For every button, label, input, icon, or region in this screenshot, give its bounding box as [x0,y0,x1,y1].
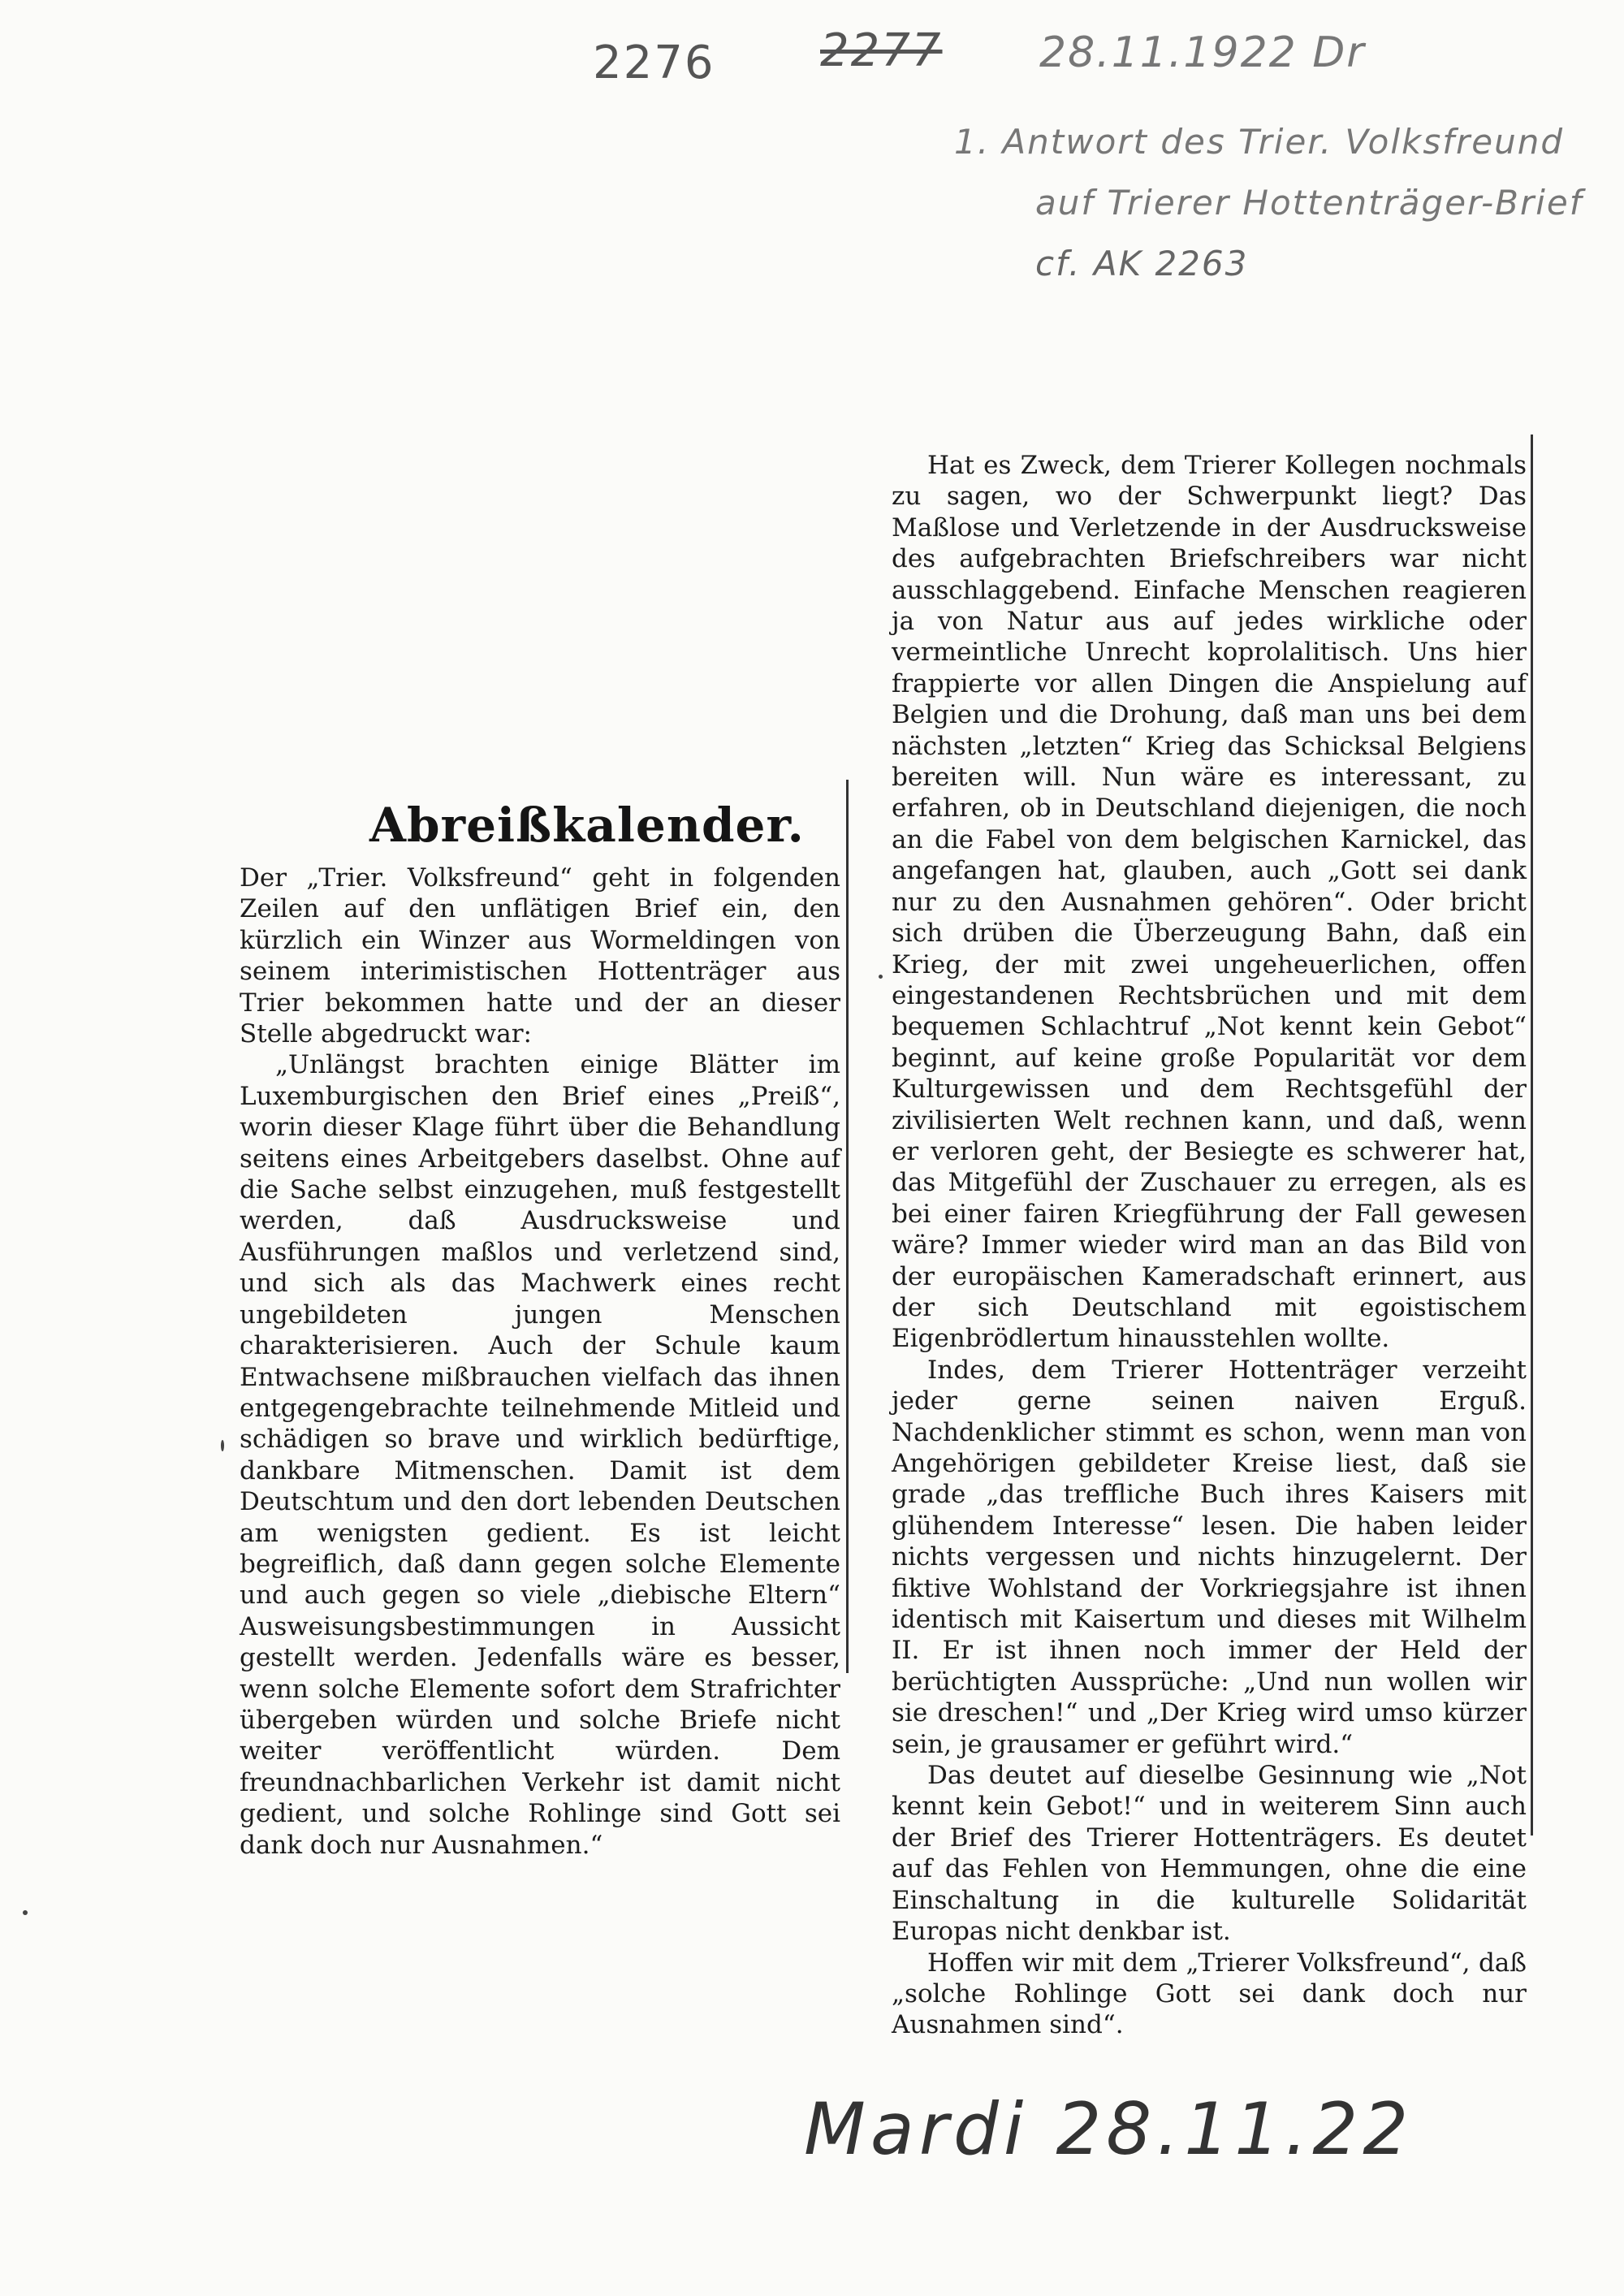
scan-speck [23,1910,28,1915]
scan-speck [221,1440,224,1451]
article-title: Abreißkalender. [369,798,805,853]
right-paragraph-3: Das deutet auf dieselbe Gesinnung wie „Not kennt kein Gebot!“ und in weiterem Sinn auch der Brief des Trierer Hottenträgers. Es deutet auf das Fehlen von Hemmungen, ohne die eine Einschaltung in die kulturelle Solidarität Europas nicht denkbar ist. [892,1761,1527,1947]
left-paragraph-2: „Unlängst brachten einige Blätter im Luxemburgischen den Brief eines „Preiß“, worin dieser Klage führt über die Behandlung seitens eines Arbeitgebers daselbst. Ohne auf die Sache selbst einzugehen, muß festgestellt werden, daß Ausdrucksweise und Ausführungen maßlos und verletzend sind, und sich als das Machwerk eines recht ungebildeten jungen Menschen charakterisieren. Auch der Schule kaum Entwachsene mißbrauchen vielfach das ihnen entgegengebrachte teilnehmende Mitleid und schädigen so brave und wirklich bedürftige, dankbare Mitmenschen. Damit ist dem Deutschtum und den dort lebenden Deutschen am wenigsten gedient. Es ist leicht begreiflich, daß dann gegen solche Elemente und auch gegen so viele „diebische Eltern“ Ausweisungsbestimmungen in Aussicht gestellt werden. Jedenfalls wäre es besser, wenn solche Elemente sofort dem Strafrichter übergeben würden und solche Briefe nicht weiter veröffentlicht würden. Dem freundnachbarlichen Verkehr ist damit nicht gedient, und solche Rohlinge sind Gott sei dank doch nur Ausnahmen.“ [240,1050,840,1860]
note-line-2: auf Trierer Hottenträger-Brief [1035,183,1583,223]
archive-number: 2276 [593,37,715,89]
right-column [892,450,1527,2041]
archive-number-crossed: 2277 [820,24,943,77]
right-paragraph-1: Hat es Zweck, dem Trierer Kollegen nochmals zu sagen, wo der Schwerpunkt liegt? Das Maßlose und Verletzende in der Ausdrucksweise des aufgebrachten Briefschreibers war nicht ausschlaggebend. Einfache Menschen reagieren ja von Natur aus auf jedes wirkliche oder vermeintliche Unrecht koprolalitisch. Uns hier frappierte vor allen Dingen die Anspielung auf Belgien und die Drohung, daß man uns bei dem nächsten „letzten“ Krieg das Schicksal Belgiens bereiten will. Nun wäre es interessant, zu erfahren, ob in Deutschland diejenigen, die noch an die Fabel von dem belgischen Karnickel, das angefangen hat, glauben, auch „Gott sei dank nur zu den Ausnahmen gehören“. Oder bricht sich drüben die Überzeugung Bahn, daß ein Krieg, der mit zwei ungeheuerlichen, offen eingestandenen Rechtsbrüchen und mit dem bequemen Schlachtruf „Not kennt kein Gebot“ beginnt, auf keine große Popularität vor dem Kulturgewissen und dem Rechtsgefühl der zivilisierten Welt rechnen kann, und daß, wenn er verloren geht, der Besiegte es schwerer hat, das Mitgefühl der Zuschauer zu erregen, als es bei einer fairen Kriegführung der Fall gewesen wäre? Immer wieder wird man an das Bild von der europäischen Kameradschaft erinnert, aus der sich Deutschland mit egoistischem Eigenbrödlertum hinausstehlen wollte. [892,451,1527,1354]
right-paragraph-2: Indes, dem Trierer Hottenträger verzeiht jeder gerne seinen naiven Erguß. Nachdenklicher stimmt es schon, wenn man von Angehörigen gebildeter Kreise liest, daß sie grade „das treffliche Buch ihres Kaisers mit glühendem Interesse“ lesen. Die haben leider nichts vergessen und nichts hinzugelernt. Der fiktive Wohlstand der Vorkriegsjahre ist ihnen identisch mit Kaisertum und dieses mit Wilhelm II. Er ist ihnen noch immer der Held der berüchtigten Aussprüche: „Und nun wollen wir sie dreschen!“ und „Der Krieg wird umso kürzer sein, je grausamer er geführt wird.“ [892,1355,1527,1759]
note-line-3: cf. AK 2263 [1035,244,1249,283]
note-line-1: 1. Antwort des Trier. Volksfreund [954,122,1565,162]
scan-speck [879,975,883,979]
date-note: 28.11.1922 Dr [1039,28,1366,77]
left-column [240,863,840,1861]
right-column-rule [1531,435,1533,1836]
left-paragraph-1: Der „Trier. Volksfreund“ geht in folgenden Zeilen auf den unflätigen Brief ein, den kürzlich ein Winzer aus Wormeldingen von seinem interimistischen Hottenträger aus Trier bekommen hatte und der an dieser Stelle abgedruckt war: [240,863,840,1049]
right-paragraph-4: Hoffen wir mit dem „Trierer Volksfreund“, daß „solche Rohlinge Gott sei dank doch nur Ausnahmen sind“. [892,1948,1527,2040]
bottom-note: Mardi 28.11.22 [804,2087,1414,2171]
left-column-rule [846,780,849,1673]
